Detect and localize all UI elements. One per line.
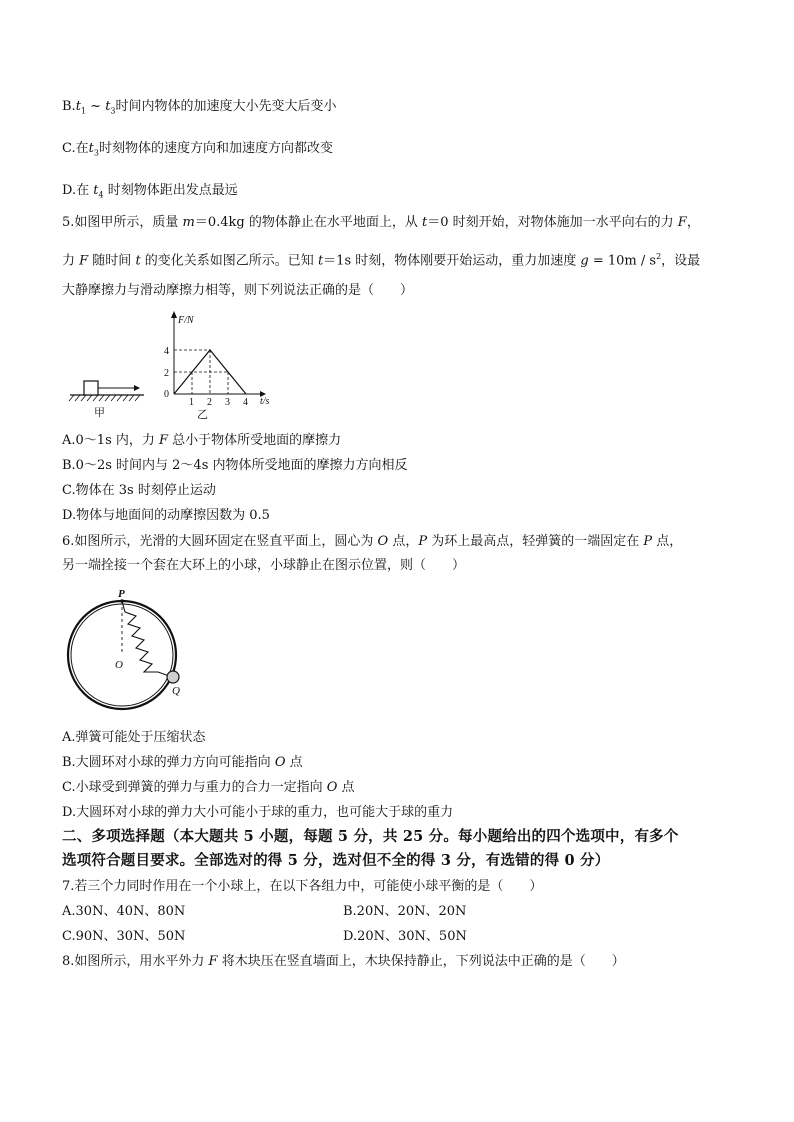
label-o: O [115,659,123,671]
x-axis-label: t/s [260,396,270,407]
q6-option-b: B.大圆环对小球的弹力方向可能指向 O 点 [62,755,303,770]
q5-stem-line2: 力 F 随时间 t 的变化关系如图乙所示。已知 t＝1s 时刻，物体刚要开始运动，重力加速度 $g = 10m / s^2$，设最 [62,252,701,269]
spring [122,601,172,677]
label-jia: 甲 [94,407,105,419]
graph-guides [174,350,228,394]
y-tick-label: 4 [164,346,169,357]
q6-stem-line2: 另一端拴接一个套在大环上的小球，小球静止在图示位置，则（ ） [62,558,466,573]
q6-option-a: A.弹簧可能处于压缩状态 [62,730,206,745]
label-q: Q [172,685,180,697]
q5-stem-line1: 5.如图甲所示，质量 m＝0.4kg 的物体静止在水平地面上，从 t＝0 时刻开始，对物体施加一水平向右的力 F， [62,215,700,230]
f-t-graph [164,311,270,421]
x-tick-label: 2 [207,397,212,408]
q4-option-b: $B.t_1$ ~ $t_3$时间内物体的加速度大小先变大后变小 [62,99,337,116]
q7-stem: 7.若三个力同时作用在一个小球上，在以下各组力中，可能使小球平衡的是（ ） [62,879,543,894]
q5-option-d: D.物体与地面间的动摩擦因数为 0.5 [62,508,270,523]
x-tick-label: 4 [243,397,248,408]
ball [167,671,179,683]
q5-option-c: C.物体在 3s 时刻停止运动 [62,483,216,498]
label-p: P [118,588,125,600]
q6-figure [62,584,192,714]
y-axis-label: F/N [178,315,194,326]
q5-option-a: A.0～1s 内，力 F 总小于物体所受地面的摩擦力 [62,433,342,448]
q7-option-c: C.90N、30N、50N [62,929,186,944]
x-tick-label: 3 [225,397,230,408]
label-yi: 乙 [197,409,208,421]
section2-header-line1: 二、多项选择题（本大题共 5 小题，每题 5 分，共 25 分。每小题给出的四个选项中，有多个 [62,828,679,845]
q4-option-c: C.在$t_3$时刻物体的速度方向和加速度方向都改变 [62,141,333,158]
q6-stem-line1: 6.如图所示，光滑的大圆环固定在竖直平面上，圆心为 O 点，P 为环上最高点，轻弹簧的一端固定在 P 点， [62,534,683,549]
origin-label: 0 [164,389,169,400]
q5-stem-line3: 大静摩擦力与滑动摩擦力相等，则下列说法正确的是（ ） [62,283,414,298]
x-tick-label: 1 [189,397,194,408]
q6-option-d: D.大圆环对小球的弹力大小可能小于球的重力，也可能大于球的重力 [62,805,454,820]
block-diagram [69,381,144,419]
section2-header-line2: 选项符合题目要求。全部选对的得 5 分，选对但不全的得 3 分，有选错的得 0 分） [62,852,610,869]
y-tick-label: 2 [164,368,169,379]
q4-option-d: D.在 $t_4$ 时刻物体距出发点最远 [62,183,238,200]
block [84,381,98,395]
q5-figure [64,308,284,426]
q8-stem: 8.如图所示，用水平外力 F 将木块压在竖直墙面上，木块保持静止，下列说法中正确的是（ ） [62,954,625,969]
q5-option-b: B.0～2s 时间内与 2～4s 内物体所受地面的摩擦力方向相反 [62,458,408,473]
q7-option-d: D.20N、30N、50N [343,929,467,944]
q7-option-b: B.20N、20N、20N [343,904,467,919]
q7-option-a: A.30N、40N、80N [62,904,186,919]
q6-option-c: C.小球受到弹簧的弹力与重力的合力一定指向 O 点 [62,780,355,795]
